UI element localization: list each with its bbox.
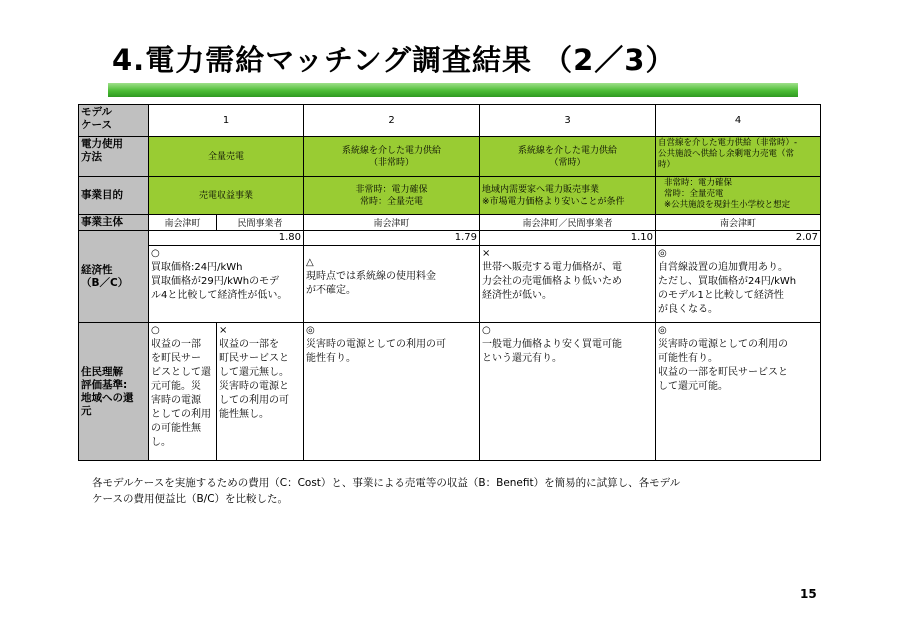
- economy-text-1: ○ 買取価格:24円/kWh 買取価格が29円/kWhのモデ ル4と比較して経済性が低い。: [151, 248, 288, 301]
- resident-row: [79, 323, 821, 461]
- economy-text-3: × 世帯へ販売する電力価格が、電 力会社の売電価格より低いため 経済性が低い。: [482, 248, 622, 301]
- entity-cell-2: 南会津町: [304, 215, 480, 231]
- row-header-model: モデル ケース: [79, 105, 149, 137]
- bc-value-2: 1.79: [304, 231, 479, 246]
- entity-cell-1a: 南会津町: [149, 215, 217, 231]
- entity-cell-3: 南会津町／民間事業者: [480, 215, 656, 231]
- entity-cell-4: 南会津町: [656, 215, 821, 231]
- bc-value-4: 2.07: [656, 231, 820, 246]
- footnote-line-2: ケースの費用便益比（B/C）を比較した。: [92, 493, 289, 505]
- title-underline-bar: [108, 83, 798, 97]
- resident-cell-1b: × 収益の一部を 町民サービスと して還元無し。 災害時の電源と しての利用の可 能性無し。: [217, 323, 304, 461]
- column-number-2: 2: [304, 105, 480, 137]
- economy-cell-1: [149, 231, 304, 323]
- purpose-cell-1: 売電収益事業: [149, 177, 304, 215]
- usage-cell-4: 自営線を介した電力供給（非常時）- 公共施設へ供給し余剰電力売電（常 時）: [656, 137, 821, 177]
- bc-value-3: 1.10: [480, 231, 655, 246]
- entity-row: [79, 215, 821, 231]
- resident-header-text: 住民理解 評価基準: 地域への還 元: [81, 365, 134, 417]
- economy-text-4: ◎ 自営線設置の追加費用あり。 ただし、買取価格が24円/kWh のモデル1と比較して経済性 が良くなる。: [658, 248, 797, 315]
- footnote-line-1: 各モデルケースを実施するための費用（C：Cost）と、事業による売電等の収益（B：Benefit）を簡易的に試算し、各モデル: [92, 477, 681, 489]
- purpose-cell-4: 非常時：電力確保 常時：全量売電 ※公共施設を現針生小学校と想定: [656, 177, 821, 215]
- usage-method-row: [79, 137, 821, 177]
- row-header-usage: 電力使用 方法: [79, 137, 149, 177]
- row-header-economy: 経済性 （B／C）: [79, 231, 149, 323]
- resident-cell-4: ◎ 災害時の電源としての利用の 可能性有り。 収益の一部を町民サービスと して還元可能。: [656, 323, 821, 461]
- resident-cell-1a: ○ 収益の一部 を町民サー ビスとして還 元可能。災 害時の電源 としての利用 の可能性無 し。: [149, 323, 217, 461]
- purpose-cell-2: 非常時：電力確保 常時：全量売電: [304, 177, 480, 215]
- resident-cell-2: ◎ 災害時の電源としての利用の可 能性有り。: [304, 323, 480, 461]
- row-header-purpose: 事業目的: [79, 177, 149, 215]
- page-number: 15: [800, 587, 817, 601]
- column-number-1: 1: [149, 105, 304, 137]
- usage-cell-2: 系統線を介した電力供給 （非常時）: [304, 137, 480, 177]
- row-header-resident: [79, 323, 149, 461]
- column-number-4: 4: [656, 105, 821, 137]
- resident-cell-3: ○ 一般電力価格より安く買電可能 という還元有り。: [480, 323, 656, 461]
- slide-title: 4.電力需給マッチング調査結果 （2／3）: [112, 43, 676, 77]
- footnote: [92, 475, 812, 507]
- economy-cell-3: [480, 231, 656, 323]
- entity-cell-1b: 民間事業者: [217, 215, 304, 231]
- usage-cell-3: 系統線を介した電力供給 （常時）: [480, 137, 656, 177]
- economy-cell-4: [656, 231, 821, 323]
- economy-row: [79, 231, 821, 323]
- purpose-row: [79, 177, 821, 215]
- purpose-cell-3: 地域内需要家へ電力販売事業 ※市場電力価格より安いことが条件: [480, 177, 656, 215]
- economy-cell-2: [304, 231, 480, 323]
- bc-value-1: 1.80: [149, 231, 303, 246]
- usage-cell-1: 全量売電: [149, 137, 304, 177]
- model-case-row: [79, 105, 821, 137]
- economy-text-2: △ 現時点では系統線の使用料金 が不確定。: [306, 257, 436, 296]
- row-header-entity: 事業主体: [79, 215, 149, 231]
- column-number-3: 3: [480, 105, 656, 137]
- matching-results-table: [78, 104, 821, 461]
